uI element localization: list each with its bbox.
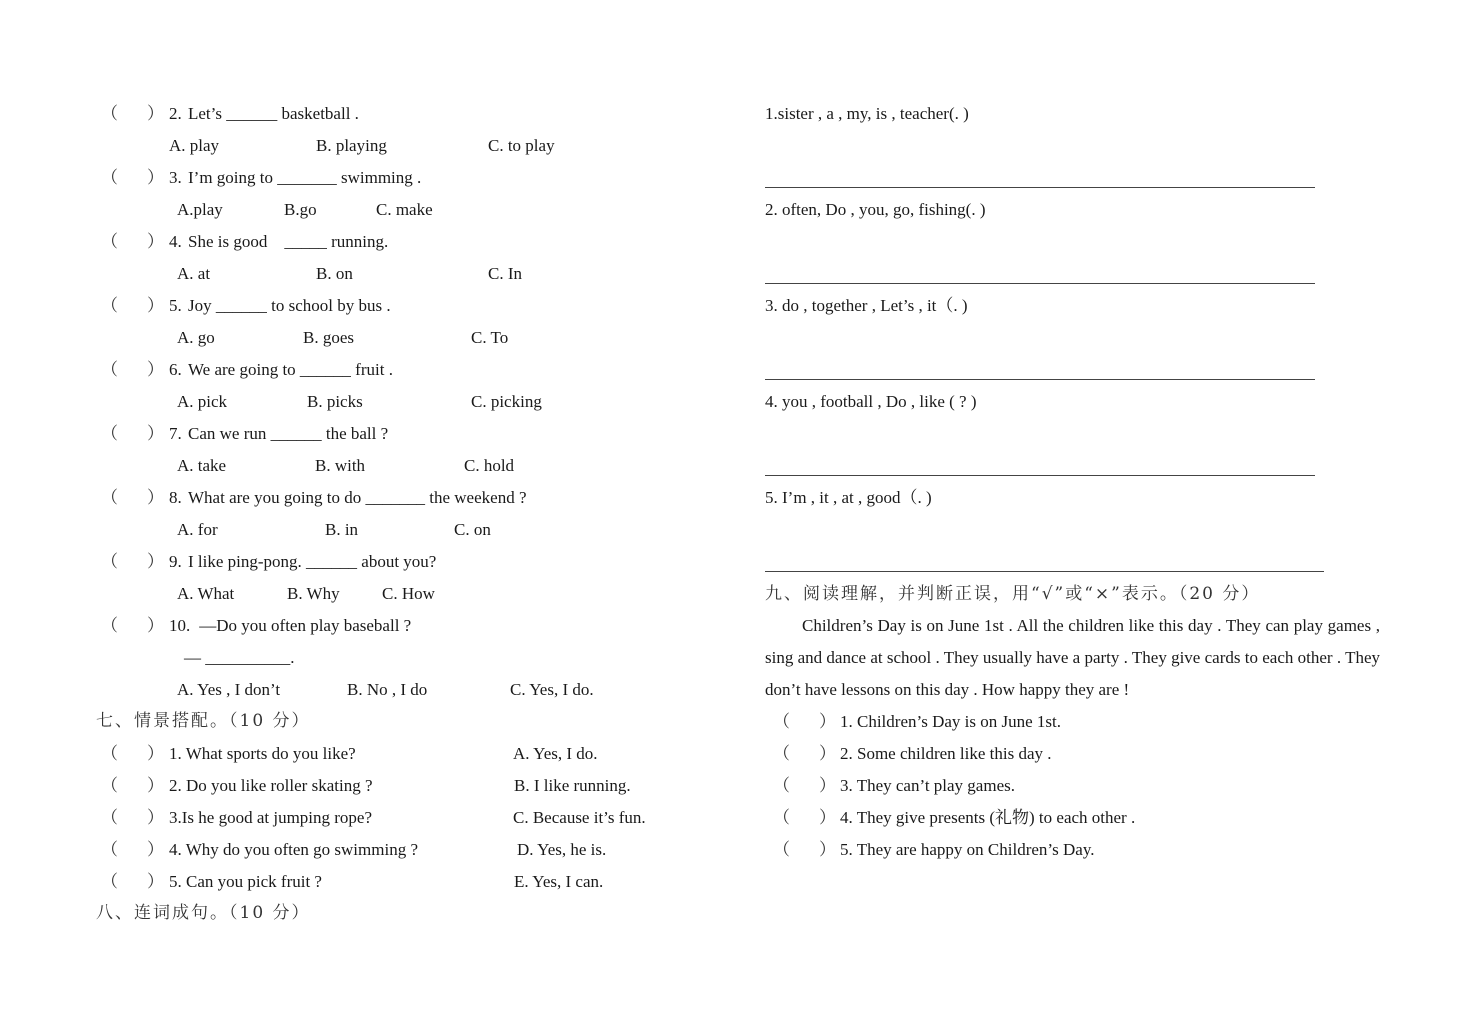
answer-bracket-open: （	[101, 360, 118, 379]
option-c: C. to play	[488, 136, 555, 155]
answer-bracket-close: ）	[819, 776, 836, 795]
option-a: A. go	[177, 328, 215, 347]
answer-bracket-open: （	[101, 552, 118, 571]
matching-question: 5. Can you pick fruit ?	[169, 872, 322, 891]
option-c: C. picking	[471, 392, 542, 411]
answer-line[interactable]	[765, 475, 1315, 476]
option-c: C. Yes, I do.	[510, 680, 594, 699]
matching-answer: A. Yes, I do.	[513, 744, 598, 763]
question-number: 3.	[169, 168, 182, 187]
answer-bracket-close: ）	[819, 840, 836, 859]
matching-question: 3.Is he good at jumping rope?	[169, 808, 373, 827]
option-a: A. play	[169, 136, 220, 155]
answer-bracket-close: ）	[147, 776, 164, 795]
option-b: B. playing	[316, 136, 387, 155]
matching-question: 2. Do you like roller skating ?	[169, 776, 373, 795]
matching-question: 4. Why do you often go swimming ?	[169, 840, 418, 859]
answer-bracket-close: ）	[147, 232, 164, 251]
question-number: 5.	[169, 296, 182, 315]
option-c: C. on	[454, 520, 491, 539]
matching-answer: C. Because it’s fun.	[513, 808, 646, 827]
ordering-item: 1.sister , a , my, is , teacher(. )	[765, 104, 969, 123]
option-b: B. on	[316, 264, 353, 283]
option-a: A. What	[177, 584, 235, 603]
question-number: 8.	[169, 488, 182, 507]
answer-bracket-open: （	[101, 424, 118, 443]
question-stem: Joy ______ to school by bus .	[188, 296, 391, 315]
answer-bracket-close: ）	[147, 168, 164, 187]
answer-bracket-close: ）	[147, 840, 164, 859]
matching-answer: D. Yes, he is.	[517, 840, 607, 859]
answer-bracket-open: （	[101, 168, 118, 187]
question-stem: —Do you often play baseball ?	[195, 616, 412, 635]
option-b: B. with	[315, 456, 366, 475]
question-number: 4.	[169, 232, 182, 251]
question-stem: She is good _____ running.	[188, 232, 389, 251]
question-number: 9.	[169, 552, 182, 571]
answer-bracket-open: （	[101, 808, 118, 827]
matching-answer: B. I like running.	[514, 776, 631, 795]
option-c: C. make	[376, 200, 433, 219]
answer-line[interactable]	[765, 571, 1324, 572]
answer-bracket-close: ）	[147, 104, 164, 123]
answer-bracket-open: （	[773, 840, 790, 859]
answer-bracket-close: ）	[147, 552, 164, 571]
answer-bracket-close: ）	[147, 424, 164, 443]
answer-bracket-open: （	[101, 872, 118, 891]
option-c: C. How	[382, 584, 435, 603]
answer-bracket-open: （	[101, 104, 118, 123]
answer-line[interactable]	[765, 283, 1315, 284]
answer-bracket-close: ）	[819, 744, 836, 763]
option-b: B. No , I do	[347, 680, 428, 699]
answer-bracket-open: （	[773, 744, 790, 763]
section-heading: 八、连词成句。（10 分）	[96, 903, 311, 923]
true-false-statement: 4. They give presents (礼物) to each other .	[840, 808, 1136, 827]
ordering-item: 5. I’m , it , at , good（. )	[765, 488, 932, 507]
ordering-item: 2. often, Do , you, go, fishing(. )	[765, 200, 986, 219]
question-number: 10.	[169, 616, 191, 635]
option-a: A.play	[177, 200, 223, 219]
answer-bracket-open: （	[101, 232, 118, 251]
answer-bracket-open: （	[101, 296, 118, 315]
option-c: C. In	[488, 264, 522, 283]
answer-bracket-open: （	[101, 744, 118, 763]
section-heading: 七、情景搭配。（10 分）	[96, 711, 311, 731]
answer-bracket-close: ）	[147, 808, 164, 827]
true-false-statement: 3. They can’t play games.	[840, 776, 1015, 795]
matching-answer: E. Yes, I can.	[514, 872, 604, 891]
answer-bracket-close: ）	[147, 488, 164, 507]
ordering-item: 3. do , together , Let’s , it（. )	[765, 296, 968, 315]
true-false-statement: 1. Children’s Day is on June 1st.	[840, 712, 1061, 731]
question-number: 2.	[169, 104, 182, 123]
option-a: A. for	[177, 520, 218, 539]
answer-bracket-open: （	[773, 712, 790, 731]
answer-bracket-close: ）	[147, 616, 164, 635]
question-stem: What are you going to do _______ the weekend ?	[188, 488, 527, 507]
option-a: A. at	[177, 264, 211, 283]
answer-line[interactable]	[765, 187, 1315, 188]
section-heading: 九、阅读理解，并判断正误，用“√”或“×”表示。（20 分）	[765, 584, 1261, 604]
option-b: B. Why	[287, 584, 340, 603]
answer-bracket-open: （	[773, 776, 790, 795]
question-stem: I’m going to _______ swimming .	[188, 168, 422, 187]
true-false-statement: 2. Some children like this day .	[840, 744, 1052, 763]
question-stem: Can we run ______ the ball ?	[188, 424, 389, 443]
option-a: A. Yes , I don’t	[177, 680, 281, 699]
question-stem: We are going to ______ fruit .	[188, 360, 393, 379]
answer-bracket-open: （	[773, 808, 790, 827]
reading-passage: Children’s Day is on June 1st . All the children like this day . They can play games , sing and dance at school . They usually have a party . They give cards to each other . They don’t have lessons on this day . How happy they are !	[765, 616, 1380, 699]
question-stem: I like ping-pong. ______ about you?	[188, 552, 437, 571]
question-number: 7.	[169, 424, 182, 443]
answer-bracket-open: （	[101, 488, 118, 507]
answer-bracket-close: ）	[147, 872, 164, 891]
option-b: B.go	[284, 200, 317, 219]
question-stem: Let’s ______ basketball .	[188, 104, 359, 123]
matching-question: 1. What sports do you like?	[169, 744, 356, 763]
option-b: B. in	[325, 520, 359, 539]
answer-line[interactable]	[765, 379, 1315, 380]
option-a: A. take	[177, 456, 227, 475]
option-b: B. goes	[303, 328, 354, 347]
option-c: C. hold	[464, 456, 515, 475]
option-c: C. To	[471, 328, 509, 347]
answer-bracket-close: ）	[819, 808, 836, 827]
reply-blank: — __________.	[184, 648, 295, 667]
answer-bracket-close: ）	[147, 296, 164, 315]
option-b: B. picks	[307, 392, 363, 411]
ordering-item: 4. you , football , Do , like ( ? )	[765, 392, 977, 411]
answer-bracket-close: ）	[147, 360, 164, 379]
true-false-statement: 5. They are happy on Children’s Day.	[840, 840, 1095, 859]
answer-bracket-open: （	[101, 616, 118, 635]
answer-bracket-open: （	[101, 840, 118, 859]
answer-bracket-close: ）	[819, 712, 836, 731]
answer-bracket-close: ）	[147, 744, 164, 763]
option-a: A. pick	[177, 392, 228, 411]
question-number: 6.	[169, 360, 182, 379]
answer-bracket-open: （	[101, 776, 118, 795]
